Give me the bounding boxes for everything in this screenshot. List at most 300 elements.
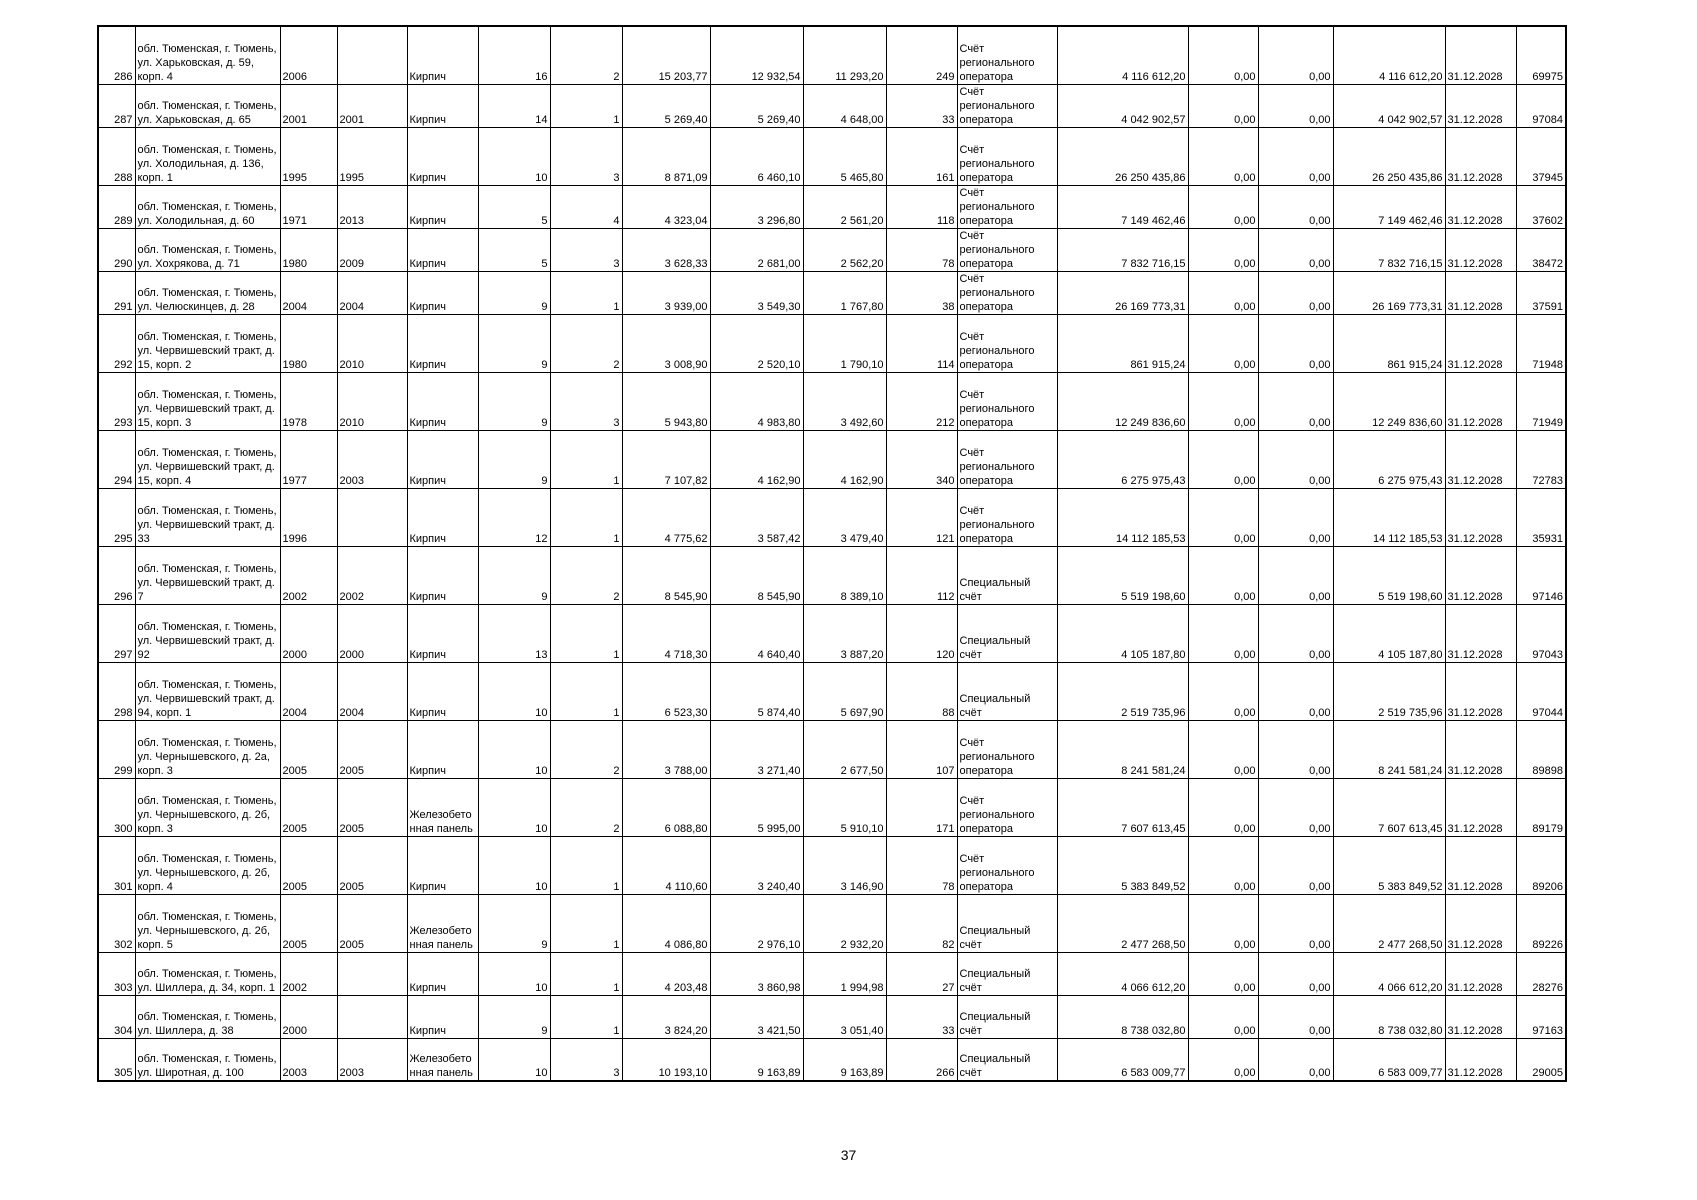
residents-cell: 121 bbox=[886, 488, 957, 546]
premises-area-cell: 2 520,10 bbox=[710, 314, 803, 372]
entrances-cell: 1 bbox=[550, 952, 622, 995]
wall-material-cell: Кирпич bbox=[407, 836, 478, 894]
row-number: 297 bbox=[98, 604, 135, 662]
residents-cell: 120 bbox=[886, 604, 957, 662]
house-code-cell: 35931 bbox=[1516, 488, 1566, 546]
address-cell: обл. Тюменская, г. Тюмень, ул. Чернышевского, д. 2а, корп. 3 bbox=[135, 720, 280, 778]
floors-cell: 13 bbox=[478, 604, 550, 662]
total-area-cell: 6 523,30 bbox=[622, 662, 710, 720]
entrances-cell: 1 bbox=[550, 662, 622, 720]
house-code-cell: 38472 bbox=[1516, 228, 1566, 271]
residents-cell: 88 bbox=[886, 662, 957, 720]
table-row bbox=[98, 228, 1566, 271]
total-area-cell: 3 788,00 bbox=[622, 720, 710, 778]
premises-area-cell: 3 587,42 bbox=[710, 488, 803, 546]
address-cell: обл. Тюменская, г. Тюмень, ул. Шиллера, д. 38 bbox=[135, 995, 280, 1038]
residential-area-cell: 9 163,89 bbox=[803, 1038, 886, 1081]
cost-federal-cell: 0,00 bbox=[1188, 314, 1258, 372]
premises-area-cell: 5 269,40 bbox=[710, 84, 803, 127]
floors-cell: 10 bbox=[478, 1038, 550, 1081]
total-area-cell: 4 323,04 bbox=[622, 185, 710, 228]
deadline-cell: 31.12.2028 bbox=[1445, 836, 1516, 894]
house-code-cell: 89179 bbox=[1516, 778, 1566, 836]
year-overhaul-cell bbox=[337, 995, 407, 1038]
total-area-cell: 8 871,09 bbox=[622, 127, 710, 185]
cost-regional-cell: 0,00 bbox=[1258, 430, 1333, 488]
table-row bbox=[98, 836, 1566, 894]
cost-total-cell: 14 112 185,53 bbox=[1057, 488, 1188, 546]
row-number: 298 bbox=[98, 662, 135, 720]
row-number: 300 bbox=[98, 778, 135, 836]
year-overhaul-cell bbox=[337, 26, 407, 84]
premises-area-cell: 12 932,54 bbox=[710, 26, 803, 84]
deadline-cell: 31.12.2028 bbox=[1445, 778, 1516, 836]
fund-method-cell: Счёт регионального оператора bbox=[957, 372, 1057, 430]
cost-total-cell: 26 250 435,86 bbox=[1057, 127, 1188, 185]
residential-area-cell: 8 389,10 bbox=[803, 546, 886, 604]
total-area-cell: 3 939,00 bbox=[622, 271, 710, 314]
cost-regional-cell: 0,00 bbox=[1258, 26, 1333, 84]
entrances-cell: 2 bbox=[550, 26, 622, 84]
wall-material-cell: Железобетонная панель bbox=[407, 1038, 478, 1081]
row-number: 294 bbox=[98, 430, 135, 488]
premises-area-cell: 3 421,50 bbox=[710, 995, 803, 1038]
wall-material-cell: Кирпич bbox=[407, 26, 478, 84]
cost-owners-cell: 26 169 773,31 bbox=[1333, 271, 1445, 314]
row-number: 301 bbox=[98, 836, 135, 894]
cost-total-cell: 7 832 716,15 bbox=[1057, 228, 1188, 271]
house-code-cell: 71949 bbox=[1516, 372, 1566, 430]
residential-area-cell: 5 697,90 bbox=[803, 662, 886, 720]
year-overhaul-cell: 1995 bbox=[337, 127, 407, 185]
wall-material-cell: Кирпич bbox=[407, 185, 478, 228]
fund-method-cell: Специальный счёт bbox=[957, 1038, 1057, 1081]
deadline-cell: 31.12.2028 bbox=[1445, 604, 1516, 662]
cost-owners-cell: 4 042 902,57 bbox=[1333, 84, 1445, 127]
deadline-cell: 31.12.2028 bbox=[1445, 228, 1516, 271]
table-row bbox=[98, 314, 1566, 372]
premises-area-cell: 4 162,90 bbox=[710, 430, 803, 488]
residential-area-cell: 5 465,80 bbox=[803, 127, 886, 185]
house-code-cell: 97043 bbox=[1516, 604, 1566, 662]
year-built-cell: 2000 bbox=[280, 604, 337, 662]
year-overhaul-cell: 2003 bbox=[337, 430, 407, 488]
row-number: 290 bbox=[98, 228, 135, 271]
deadline-cell: 31.12.2028 bbox=[1445, 185, 1516, 228]
entrances-cell: 3 bbox=[550, 127, 622, 185]
year-built-cell: 2004 bbox=[280, 271, 337, 314]
table-row bbox=[98, 952, 1566, 995]
year-overhaul-cell: 2002 bbox=[337, 546, 407, 604]
wall-material-cell: Кирпич bbox=[407, 372, 478, 430]
cost-owners-cell: 2 477 268,50 bbox=[1333, 894, 1445, 952]
house-code-cell: 89226 bbox=[1516, 894, 1566, 952]
cost-regional-cell: 0,00 bbox=[1258, 662, 1333, 720]
address-cell: обл. Тюменская, г. Тюмень, ул. Холодильная, д. 60 bbox=[135, 185, 280, 228]
cost-total-cell: 2 477 268,50 bbox=[1057, 894, 1188, 952]
residential-area-cell: 1 994,98 bbox=[803, 952, 886, 995]
cost-total-cell: 7 607 613,45 bbox=[1057, 778, 1188, 836]
house-code-cell: 37591 bbox=[1516, 271, 1566, 314]
cost-total-cell: 4 116 612,20 bbox=[1057, 26, 1188, 84]
cost-federal-cell: 0,00 bbox=[1188, 836, 1258, 894]
residents-cell: 38 bbox=[886, 271, 957, 314]
house-code-cell: 29005 bbox=[1516, 1038, 1566, 1081]
year-overhaul-cell: 2010 bbox=[337, 314, 407, 372]
address-cell: обл. Тюменская, г. Тюмень, ул. Холодильная, д. 136, корп. 1 bbox=[135, 127, 280, 185]
cost-federal-cell: 0,00 bbox=[1188, 604, 1258, 662]
cost-regional-cell: 0,00 bbox=[1258, 488, 1333, 546]
residential-area-cell: 3 887,20 bbox=[803, 604, 886, 662]
cost-regional-cell: 0,00 bbox=[1258, 372, 1333, 430]
residents-cell: 27 bbox=[886, 952, 957, 995]
fund-method-cell: Счёт регионального оператора bbox=[957, 84, 1057, 127]
year-overhaul-cell bbox=[337, 488, 407, 546]
deadline-cell: 31.12.2028 bbox=[1445, 26, 1516, 84]
deadline-cell: 31.12.2028 bbox=[1445, 952, 1516, 995]
wall-material-cell: Кирпич bbox=[407, 546, 478, 604]
table-row bbox=[98, 894, 1566, 952]
residential-area-cell: 4 648,00 bbox=[803, 84, 886, 127]
deadline-cell: 31.12.2028 bbox=[1445, 894, 1516, 952]
entrances-cell: 4 bbox=[550, 185, 622, 228]
row-number: 293 bbox=[98, 372, 135, 430]
year-built-cell: 1980 bbox=[280, 314, 337, 372]
premises-area-cell: 3 240,40 bbox=[710, 836, 803, 894]
address-cell: обл. Тюменская, г. Тюмень, ул. Чернышевского, д. 2б, корп. 4 bbox=[135, 836, 280, 894]
cost-total-cell: 5 519 198,60 bbox=[1057, 546, 1188, 604]
cost-total-cell: 4 066 612,20 bbox=[1057, 952, 1188, 995]
year-built-cell: 2000 bbox=[280, 995, 337, 1038]
floors-cell: 14 bbox=[478, 84, 550, 127]
entrances-cell: 3 bbox=[550, 1038, 622, 1081]
year-built-cell: 1977 bbox=[280, 430, 337, 488]
table-row bbox=[98, 778, 1566, 836]
cost-owners-cell: 4 105 187,80 bbox=[1333, 604, 1445, 662]
year-overhaul-cell bbox=[337, 952, 407, 995]
residential-area-cell: 3 492,60 bbox=[803, 372, 886, 430]
cost-regional-cell: 0,00 bbox=[1258, 894, 1333, 952]
premises-area-cell: 8 545,90 bbox=[710, 546, 803, 604]
fund-method-cell: Счёт регионального оператора bbox=[957, 488, 1057, 546]
cost-total-cell: 5 383 849,52 bbox=[1057, 836, 1188, 894]
cost-owners-cell: 861 915,24 bbox=[1333, 314, 1445, 372]
fund-method-cell: Специальный счёт bbox=[957, 995, 1057, 1038]
fund-method-cell: Специальный счёт bbox=[957, 546, 1057, 604]
row-number: 289 bbox=[98, 185, 135, 228]
cost-owners-cell: 7 607 613,45 bbox=[1333, 778, 1445, 836]
year-overhaul-cell: 2003 bbox=[337, 1038, 407, 1081]
year-overhaul-cell: 2004 bbox=[337, 662, 407, 720]
table-row bbox=[98, 488, 1566, 546]
premises-area-cell: 4 640,40 bbox=[710, 604, 803, 662]
house-code-cell: 89206 bbox=[1516, 836, 1566, 894]
house-code-cell: 97146 bbox=[1516, 546, 1566, 604]
wall-material-cell: Кирпич bbox=[407, 720, 478, 778]
fund-method-cell: Специальный счёт bbox=[957, 894, 1057, 952]
cost-federal-cell: 0,00 bbox=[1188, 228, 1258, 271]
cost-regional-cell: 0,00 bbox=[1258, 778, 1333, 836]
floors-cell: 16 bbox=[478, 26, 550, 84]
house-code-cell: 71948 bbox=[1516, 314, 1566, 372]
year-built-cell: 2005 bbox=[280, 778, 337, 836]
cost-federal-cell: 0,00 bbox=[1188, 546, 1258, 604]
fund-method-cell: Специальный счёт bbox=[957, 604, 1057, 662]
fund-method-cell: Специальный счёт bbox=[957, 662, 1057, 720]
house-code-cell: 97163 bbox=[1516, 995, 1566, 1038]
address-cell: обл. Тюменская, г. Тюмень, ул. Червишевский тракт, д. 33 bbox=[135, 488, 280, 546]
address-cell: обл. Тюменская, г. Тюмень, ул. Червишевский тракт, д. 94, корп. 1 bbox=[135, 662, 280, 720]
total-area-cell: 7 107,82 bbox=[622, 430, 710, 488]
address-cell: обл. Тюменская, г. Тюмень, ул. Хохрякова, д. 71 bbox=[135, 228, 280, 271]
house-code-cell: 37945 bbox=[1516, 127, 1566, 185]
wall-material-cell: Железобетонная панель bbox=[407, 778, 478, 836]
entrances-cell: 1 bbox=[550, 271, 622, 314]
deadline-cell: 31.12.2028 bbox=[1445, 430, 1516, 488]
address-cell: обл. Тюменская, г. Тюмень, ул. Широтная, д. 100 bbox=[135, 1038, 280, 1081]
cost-federal-cell: 0,00 bbox=[1188, 1038, 1258, 1081]
cost-owners-cell: 7 832 716,15 bbox=[1333, 228, 1445, 271]
cost-regional-cell: 0,00 bbox=[1258, 952, 1333, 995]
floors-cell: 10 bbox=[478, 836, 550, 894]
page-number: 37 bbox=[840, 1147, 857, 1163]
cost-total-cell: 4 105 187,80 bbox=[1057, 604, 1188, 662]
cost-regional-cell: 0,00 bbox=[1258, 995, 1333, 1038]
year-built-cell: 2005 bbox=[280, 894, 337, 952]
entrances-cell: 1 bbox=[550, 995, 622, 1038]
cost-owners-cell: 2 519 735,96 bbox=[1333, 662, 1445, 720]
fund-method-cell: Счёт регионального оператора bbox=[957, 314, 1057, 372]
premises-area-cell: 3 296,80 bbox=[710, 185, 803, 228]
deadline-cell: 31.12.2028 bbox=[1445, 127, 1516, 185]
row-number: 304 bbox=[98, 995, 135, 1038]
cost-total-cell: 8 241 581,24 bbox=[1057, 720, 1188, 778]
table-row bbox=[98, 26, 1566, 84]
cost-regional-cell: 0,00 bbox=[1258, 228, 1333, 271]
year-built-cell: 2003 bbox=[280, 1038, 337, 1081]
fund-method-cell: Счёт регионального оператора bbox=[957, 185, 1057, 228]
row-number: 292 bbox=[98, 314, 135, 372]
housing-registry-table bbox=[97, 25, 1567, 1082]
floors-cell: 9 bbox=[478, 430, 550, 488]
cost-owners-cell: 4 116 612,20 bbox=[1333, 26, 1445, 84]
residential-area-cell: 3 479,40 bbox=[803, 488, 886, 546]
wall-material-cell: Кирпич bbox=[407, 271, 478, 314]
year-built-cell: 2002 bbox=[280, 952, 337, 995]
year-overhaul-cell: 2010 bbox=[337, 372, 407, 430]
year-built-cell: 1978 bbox=[280, 372, 337, 430]
cost-federal-cell: 0,00 bbox=[1188, 778, 1258, 836]
cost-total-cell: 26 169 773,31 bbox=[1057, 271, 1188, 314]
year-overhaul-cell: 2001 bbox=[337, 84, 407, 127]
residents-cell: 249 bbox=[886, 26, 957, 84]
floors-cell: 10 bbox=[478, 127, 550, 185]
total-area-cell: 4 203,48 bbox=[622, 952, 710, 995]
cost-federal-cell: 0,00 bbox=[1188, 26, 1258, 84]
deadline-cell: 31.12.2028 bbox=[1445, 662, 1516, 720]
deadline-cell: 31.12.2028 bbox=[1445, 995, 1516, 1038]
cost-federal-cell: 0,00 bbox=[1188, 127, 1258, 185]
address-cell: обл. Тюменская, г. Тюмень, ул. Челюскинцев, д. 28 bbox=[135, 271, 280, 314]
row-number: 305 bbox=[98, 1038, 135, 1081]
table-row bbox=[98, 185, 1566, 228]
row-number: 286 bbox=[98, 26, 135, 84]
year-built-cell: 1980 bbox=[280, 228, 337, 271]
table-row bbox=[98, 372, 1566, 430]
residents-cell: 114 bbox=[886, 314, 957, 372]
floors-cell: 9 bbox=[478, 894, 550, 952]
deadline-cell: 31.12.2028 bbox=[1445, 546, 1516, 604]
cost-federal-cell: 0,00 bbox=[1188, 894, 1258, 952]
entrances-cell: 2 bbox=[550, 546, 622, 604]
house-code-cell: 28276 bbox=[1516, 952, 1566, 995]
cost-federal-cell: 0,00 bbox=[1188, 430, 1258, 488]
entrances-cell: 1 bbox=[550, 604, 622, 662]
year-built-cell: 1971 bbox=[280, 185, 337, 228]
total-area-cell: 3 008,90 bbox=[622, 314, 710, 372]
wall-material-cell: Кирпич bbox=[407, 430, 478, 488]
cost-regional-cell: 0,00 bbox=[1258, 1038, 1333, 1081]
cost-total-cell: 7 149 462,46 bbox=[1057, 185, 1188, 228]
floors-cell: 12 bbox=[478, 488, 550, 546]
cost-owners-cell: 14 112 185,53 bbox=[1333, 488, 1445, 546]
cost-federal-cell: 0,00 bbox=[1188, 185, 1258, 228]
wall-material-cell: Кирпич bbox=[407, 127, 478, 185]
cost-federal-cell: 0,00 bbox=[1188, 372, 1258, 430]
cost-total-cell: 2 519 735,96 bbox=[1057, 662, 1188, 720]
residential-area-cell: 2 677,50 bbox=[803, 720, 886, 778]
entrances-cell: 1 bbox=[550, 488, 622, 546]
fund-method-cell: Счёт регионального оператора bbox=[957, 127, 1057, 185]
residential-area-cell: 1 767,80 bbox=[803, 271, 886, 314]
residents-cell: 33 bbox=[886, 84, 957, 127]
deadline-cell: 31.12.2028 bbox=[1445, 314, 1516, 372]
floors-cell: 5 bbox=[478, 228, 550, 271]
residents-cell: 82 bbox=[886, 894, 957, 952]
year-overhaul-cell: 2005 bbox=[337, 720, 407, 778]
residents-cell: 78 bbox=[886, 836, 957, 894]
deadline-cell: 31.12.2028 bbox=[1445, 1038, 1516, 1081]
address-cell: обл. Тюменская, г. Тюмень, ул. Чернышевского, д. 2б, корп. 5 bbox=[135, 894, 280, 952]
table-row bbox=[98, 1038, 1566, 1081]
deadline-cell: 31.12.2028 bbox=[1445, 372, 1516, 430]
residents-cell: 107 bbox=[886, 720, 957, 778]
total-area-cell: 5 269,40 bbox=[622, 84, 710, 127]
fund-method-cell: Счёт регионального оператора bbox=[957, 720, 1057, 778]
table-row bbox=[98, 604, 1566, 662]
wall-material-cell: Кирпич bbox=[407, 952, 478, 995]
premises-area-cell: 4 983,80 bbox=[710, 372, 803, 430]
total-area-cell: 3 628,33 bbox=[622, 228, 710, 271]
cost-regional-cell: 0,00 bbox=[1258, 271, 1333, 314]
floors-cell: 10 bbox=[478, 662, 550, 720]
residential-area-cell: 3 146,90 bbox=[803, 836, 886, 894]
year-built-cell: 1995 bbox=[280, 127, 337, 185]
fund-method-cell: Счёт регионального оператора bbox=[957, 26, 1057, 84]
cost-owners-cell: 6 583 009,77 bbox=[1333, 1038, 1445, 1081]
floors-cell: 10 bbox=[478, 952, 550, 995]
entrances-cell: 2 bbox=[550, 314, 622, 372]
table-row bbox=[98, 995, 1566, 1038]
total-area-cell: 8 545,90 bbox=[622, 546, 710, 604]
cost-total-cell: 8 738 032,80 bbox=[1057, 995, 1188, 1038]
residential-area-cell: 3 051,40 bbox=[803, 995, 886, 1038]
cost-total-cell: 6 583 009,77 bbox=[1057, 1038, 1188, 1081]
table-row bbox=[98, 662, 1566, 720]
floors-cell: 9 bbox=[478, 546, 550, 604]
residential-area-cell: 2 561,20 bbox=[803, 185, 886, 228]
residents-cell: 33 bbox=[886, 995, 957, 1038]
fund-method-cell: Специальный счёт bbox=[957, 952, 1057, 995]
total-area-cell: 4 086,80 bbox=[622, 894, 710, 952]
premises-area-cell: 2 976,10 bbox=[710, 894, 803, 952]
cost-federal-cell: 0,00 bbox=[1188, 488, 1258, 546]
deadline-cell: 31.12.2028 bbox=[1445, 84, 1516, 127]
year-overhaul-cell: 2005 bbox=[337, 778, 407, 836]
residents-cell: 118 bbox=[886, 185, 957, 228]
year-overhaul-cell: 2004 bbox=[337, 271, 407, 314]
year-overhaul-cell: 2005 bbox=[337, 836, 407, 894]
fund-method-cell: Счёт регионального оператора bbox=[957, 271, 1057, 314]
residents-cell: 112 bbox=[886, 546, 957, 604]
house-code-cell: 97044 bbox=[1516, 662, 1566, 720]
premises-area-cell: 5 874,40 bbox=[710, 662, 803, 720]
entrances-cell: 2 bbox=[550, 720, 622, 778]
wall-material-cell: Кирпич bbox=[407, 604, 478, 662]
entrances-cell: 1 bbox=[550, 836, 622, 894]
cost-owners-cell: 8 738 032,80 bbox=[1333, 995, 1445, 1038]
residents-cell: 171 bbox=[886, 778, 957, 836]
table-body bbox=[98, 26, 1566, 1081]
year-built-cell: 2004 bbox=[280, 662, 337, 720]
premises-area-cell: 3 271,40 bbox=[710, 720, 803, 778]
cost-federal-cell: 0,00 bbox=[1188, 84, 1258, 127]
cost-federal-cell: 0,00 bbox=[1188, 662, 1258, 720]
address-cell: обл. Тюменская, г. Тюмень, ул. Червишевский тракт, д. 92 bbox=[135, 604, 280, 662]
house-code-cell: 97084 bbox=[1516, 84, 1566, 127]
cost-total-cell: 4 042 902,57 bbox=[1057, 84, 1188, 127]
year-built-cell: 2006 bbox=[280, 26, 337, 84]
row-number: 303 bbox=[98, 952, 135, 995]
row-number: 302 bbox=[98, 894, 135, 952]
total-area-cell: 3 824,20 bbox=[622, 995, 710, 1038]
row-number: 291 bbox=[98, 271, 135, 314]
premises-area-cell: 6 460,10 bbox=[710, 127, 803, 185]
cost-owners-cell: 8 241 581,24 bbox=[1333, 720, 1445, 778]
cost-regional-cell: 0,00 bbox=[1258, 127, 1333, 185]
entrances-cell: 1 bbox=[550, 894, 622, 952]
cost-federal-cell: 0,00 bbox=[1188, 995, 1258, 1038]
cost-federal-cell: 0,00 bbox=[1188, 952, 1258, 995]
wall-material-cell: Кирпич bbox=[407, 662, 478, 720]
cost-total-cell: 6 275 975,43 bbox=[1057, 430, 1188, 488]
year-built-cell: 2002 bbox=[280, 546, 337, 604]
row-number: 295 bbox=[98, 488, 135, 546]
year-built-cell: 2001 bbox=[280, 84, 337, 127]
address-cell: обл. Тюменская, г. Тюмень, ул. Червишевский тракт, д. 15, корп. 3 bbox=[135, 372, 280, 430]
wall-material-cell: Кирпич bbox=[407, 488, 478, 546]
premises-area-cell: 2 681,00 bbox=[710, 228, 803, 271]
address-cell: обл. Тюменская, г. Тюмень, ул. Червишевский тракт, д. 15, корп. 2 bbox=[135, 314, 280, 372]
residents-cell: 212 bbox=[886, 372, 957, 430]
table-row bbox=[98, 720, 1566, 778]
wall-material-cell: Кирпич bbox=[407, 995, 478, 1038]
table-row bbox=[98, 271, 1566, 314]
table-row bbox=[98, 430, 1566, 488]
address-cell: обл. Тюменская, г. Тюмень, ул. Чернышевского, д. 2б, корп. 3 bbox=[135, 778, 280, 836]
total-area-cell: 4 718,30 bbox=[622, 604, 710, 662]
year-built-cell: 2005 bbox=[280, 836, 337, 894]
